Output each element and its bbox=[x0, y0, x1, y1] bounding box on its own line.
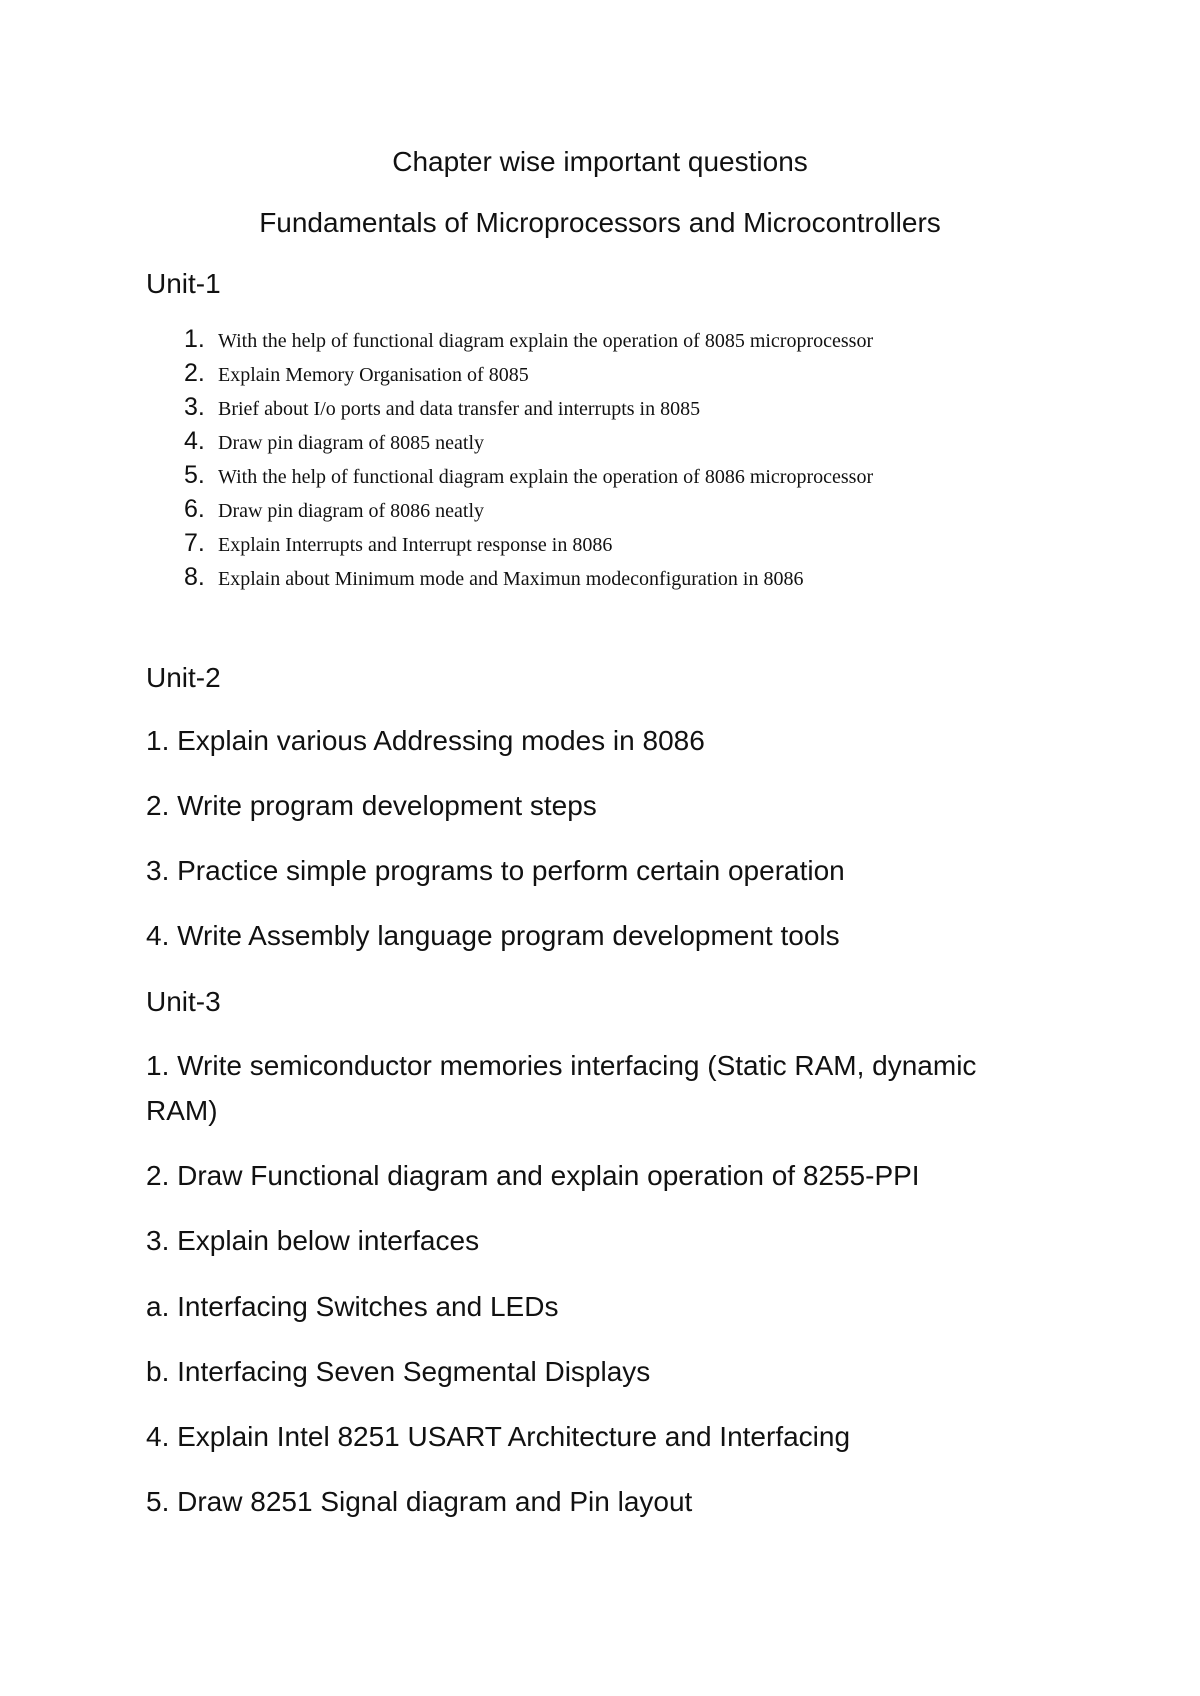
unit3-question-3: 3. Explain below interfaces bbox=[146, 1225, 480, 1256]
list-item-text: Explain about Minimum mode and Maximun modeconfiguration in 8086 bbox=[218, 568, 804, 590]
list-item-number: 5. bbox=[184, 461, 205, 489]
list-item-number: 2. bbox=[184, 359, 205, 387]
list-item bbox=[146, 325, 873, 355]
list-item-text: Draw pin diagram of 8085 neatly bbox=[218, 432, 485, 454]
list-item bbox=[146, 461, 873, 491]
document-title: Chapter wise important questions bbox=[392, 146, 808, 177]
unit2-question-4: 4. Write Assembly language program development tools bbox=[146, 920, 840, 951]
list-item-text: With the help of functional diagram explain the operation of 8085 microprocessor bbox=[218, 330, 874, 352]
unit3-question-4: 4. Explain Intel 8251 USART Architecture and Interfacing bbox=[146, 1421, 851, 1452]
list-item-number: 1. bbox=[184, 325, 205, 353]
list-item-number: 8. bbox=[184, 563, 205, 591]
list-item-number: 7. bbox=[184, 529, 205, 557]
unit3-question-2: 2. Draw Functional diagram and explain operation of 8255-PPI bbox=[146, 1160, 920, 1191]
unit1-heading: Unit-1 bbox=[146, 268, 221, 299]
list-item bbox=[146, 495, 484, 525]
unit3-question-5: 5. Draw 8251 Signal diagram and Pin layout bbox=[146, 1486, 693, 1517]
list-item-text: Brief about I/o ports and data transfer and interrupts in 8085 bbox=[218, 398, 701, 420]
unit3-heading: Unit-3 bbox=[146, 986, 221, 1017]
unit2-question-1: 1. Explain various Addressing modes in 8086 bbox=[146, 725, 705, 756]
list-item bbox=[146, 529, 612, 559]
unit3-subitem-b: b. Interfacing Seven Segmental Displays bbox=[146, 1356, 651, 1387]
unit2-heading: Unit-2 bbox=[146, 662, 221, 693]
document-subject: Fundamentals of Microprocessors and Microcontrollers bbox=[259, 207, 941, 238]
list-item-text: Draw pin diagram of 8086 neatly bbox=[218, 500, 485, 522]
list-item-number: 6. bbox=[184, 495, 205, 523]
list-item-text: With the help of functional diagram explain the operation of 8086 microprocessor bbox=[218, 466, 874, 488]
unit3-question-1: 1. Write semiconductor memories interfacing (Static RAM, dynamic RAM) bbox=[146, 1050, 977, 1126]
list-item-text: Explain Memory Organisation of 8085 bbox=[218, 364, 529, 386]
list-item-text: Explain Interrupts and Interrupt response in 8086 bbox=[218, 534, 613, 556]
list-item bbox=[146, 563, 803, 593]
unit2-question-3: 3. Practice simple programs to perform certain operation bbox=[146, 855, 845, 886]
list-item bbox=[146, 393, 700, 423]
list-item-number: 3. bbox=[184, 393, 205, 421]
list-item bbox=[146, 359, 529, 389]
list-item-number: 4. bbox=[184, 427, 205, 455]
list-item bbox=[146, 427, 484, 457]
unit3-subitem-a: a. Interfacing Switches and LEDs bbox=[146, 1291, 559, 1322]
unit2-question-2: 2. Write program development steps bbox=[146, 790, 597, 821]
